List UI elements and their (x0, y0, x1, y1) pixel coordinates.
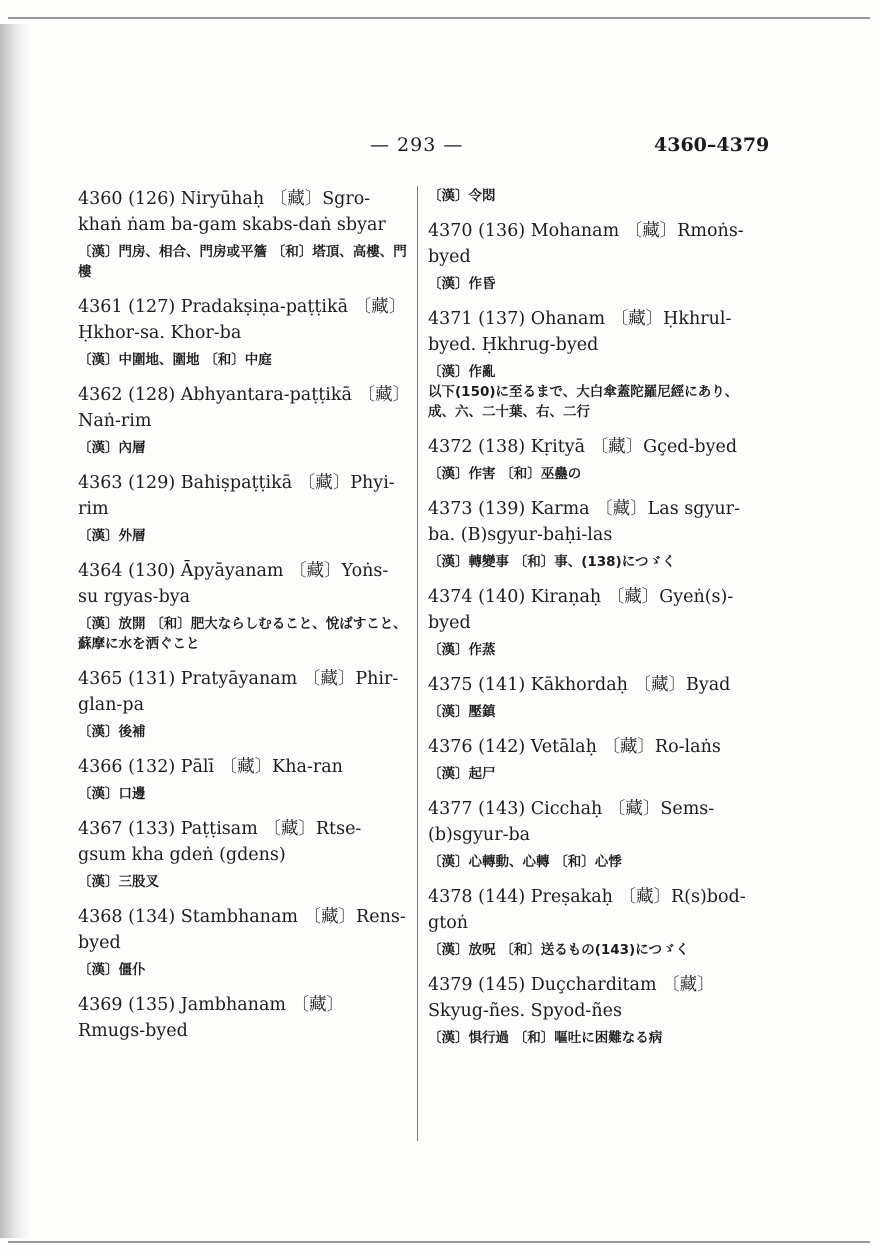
entry-gloss: 〔漢〕中圍地、圍地 〔和〕中庭 (78, 352, 272, 368)
right-column (428, 186, 760, 1060)
entry-4365 (78, 666, 408, 742)
entry-head: 4367 (133) Paṭṭisam 〔藏〕Rtse-gsum kha gdeṅ (gdens) (78, 819, 362, 865)
entry-4363 (78, 470, 408, 546)
top-edge-rule (8, 17, 870, 19)
entry-range: 4360–4379 (654, 134, 770, 156)
entry-gloss: 〔漢〕內層 (78, 440, 146, 456)
entry-4374 (428, 584, 760, 660)
entry-gloss: 〔漢〕放開 〔和〕肥大ならしむること、悅ばすこと、蘇摩に水を洒ぐこと (78, 616, 407, 652)
entry-4367 (78, 816, 408, 892)
entry-gloss: 〔漢〕作蒸 (428, 642, 496, 658)
entry-head: 4371 (137) Ohanam 〔藏〕Ḥkhrul-byed. Ḥkhrug-byed (428, 309, 732, 355)
entry-head: 4363 (129) Bahiṣpaṭṭikā 〔藏〕Phyi-rim (78, 473, 395, 519)
entry-head: 4373 (139) Karma 〔藏〕Las sgyur-ba. (B)sgyur-baḥi-las (428, 499, 740, 545)
entry-4361 (78, 294, 408, 370)
entry-head: 4379 (145) Duçcharditam 〔藏〕Skyug-ñes. Spyod-ñes (428, 975, 715, 1021)
entry-4377 (428, 796, 760, 872)
entry-note: 以下(150)に至るまで、大白傘蓋陀羅尼經にあり、成、六、二十葉、右、二行 (428, 384, 739, 420)
bottom-edge-rule (8, 1241, 870, 1243)
entry-4368 (78, 904, 408, 980)
entry-head: 4370 (136) Mohanam 〔藏〕Rmoṅs-byed (428, 221, 744, 267)
entry-gloss: 〔漢〕壓鎮 (428, 704, 496, 720)
entry-gloss: 〔漢〕門房、相合、門房或平簷 〔和〕塔頂、高樓、門樓 (78, 244, 407, 280)
entry-gloss: 〔漢〕放呪 〔和〕送るもの(143)につゞく (428, 942, 689, 958)
entry-gloss: 〔漢〕外層 (78, 528, 146, 544)
binding-shadow (0, 24, 30, 1238)
entry-head: 4369 (135) Jambhanam 〔藏〕Rmugs-byed (78, 995, 345, 1041)
entry-head: 4362 (128) Abhyantara-paṭṭikā 〔藏〕Naṅ-rim (78, 385, 402, 431)
entry-head: 4372 (138) Kṛityā 〔藏〕Gçed-byed (428, 437, 738, 457)
entry-4371 (428, 306, 760, 422)
entry-head: 4364 (130) Āpyāyanam 〔藏〕Yoṅs-su rgyas-bya (78, 561, 389, 607)
entry-gloss: 〔漢〕僵仆 (78, 962, 146, 978)
entry-head: 4360 (126) Niryūhaḥ 〔藏〕Sgro-khaṅ ṅam ba-gam skabs-daṅ sbyar (78, 189, 386, 235)
entry-gloss: 〔漢〕口邊 (78, 786, 146, 802)
entry-gloss: 〔漢〕作亂 (428, 364, 496, 380)
entry-4376 (428, 734, 760, 784)
entry-4369-continued (428, 186, 760, 206)
entry-head: 4365 (131) Pratyāyanam 〔藏〕Phir-glan-pa (78, 669, 399, 715)
entry-head: 4361 (127) Pradakṣiṇa-paṭṭikā 〔藏〕Ḥkhor-sa. Khor-ba (78, 297, 407, 343)
entry-head: 4378 (144) Preṣakaḥ 〔藏〕R(s)bod-gtoṅ (428, 887, 746, 933)
entry-4378 (428, 884, 760, 960)
entry-gloss: 〔漢〕作害 〔和〕巫蠱の (428, 466, 582, 482)
entry-4379 (428, 972, 760, 1048)
entry-4366 (78, 754, 408, 804)
entry-gloss: 〔漢〕轉變事 〔和〕事、(138)につゞく (428, 554, 676, 570)
entry-gloss: 〔漢〕惧行過 〔和〕嘔吐に困難なる病 (428, 1030, 663, 1046)
entry-4372 (428, 434, 760, 484)
entry-gloss: 〔漢〕心轉動、心轉 〔和〕心悸 (428, 854, 622, 870)
entry-gloss: 〔漢〕三股叉 (78, 874, 159, 890)
entry-gloss: 〔漢〕令悶 (428, 188, 496, 204)
entry-4375 (428, 672, 760, 722)
entry-head: 4377 (143) Cicchaḥ 〔藏〕Sems-(b)sgyur-ba (428, 799, 715, 845)
entry-head: 4375 (141) Kākhordaḥ 〔藏〕Byad (428, 675, 731, 695)
entry-head: 4376 (142) Vetālaḥ 〔藏〕Ro-laṅs (428, 737, 721, 757)
entry-4373 (428, 496, 760, 572)
left-column (78, 186, 408, 1056)
page-number: — 293 — (370, 134, 464, 156)
entry-gloss: 〔漢〕後補 (78, 724, 146, 740)
entry-4360 (78, 186, 408, 282)
entry-4362 (78, 382, 408, 458)
column-divider (417, 186, 418, 1141)
entry-head: 4368 (134) Stambhanam 〔藏〕Rens-byed (78, 907, 406, 953)
entry-head: 4374 (140) Kiraṇaḥ 〔藏〕Gyeṅ(s)-byed (428, 587, 734, 633)
entry-gloss: 〔漢〕作昏 (428, 276, 496, 292)
entry-4364 (78, 558, 408, 654)
entry-4370 (428, 218, 760, 294)
entry-head: 4366 (132) Pālī 〔藏〕Kha-ran (78, 757, 343, 777)
entry-4369 (78, 992, 408, 1044)
entry-gloss: 〔漢〕起尸 (428, 766, 496, 782)
